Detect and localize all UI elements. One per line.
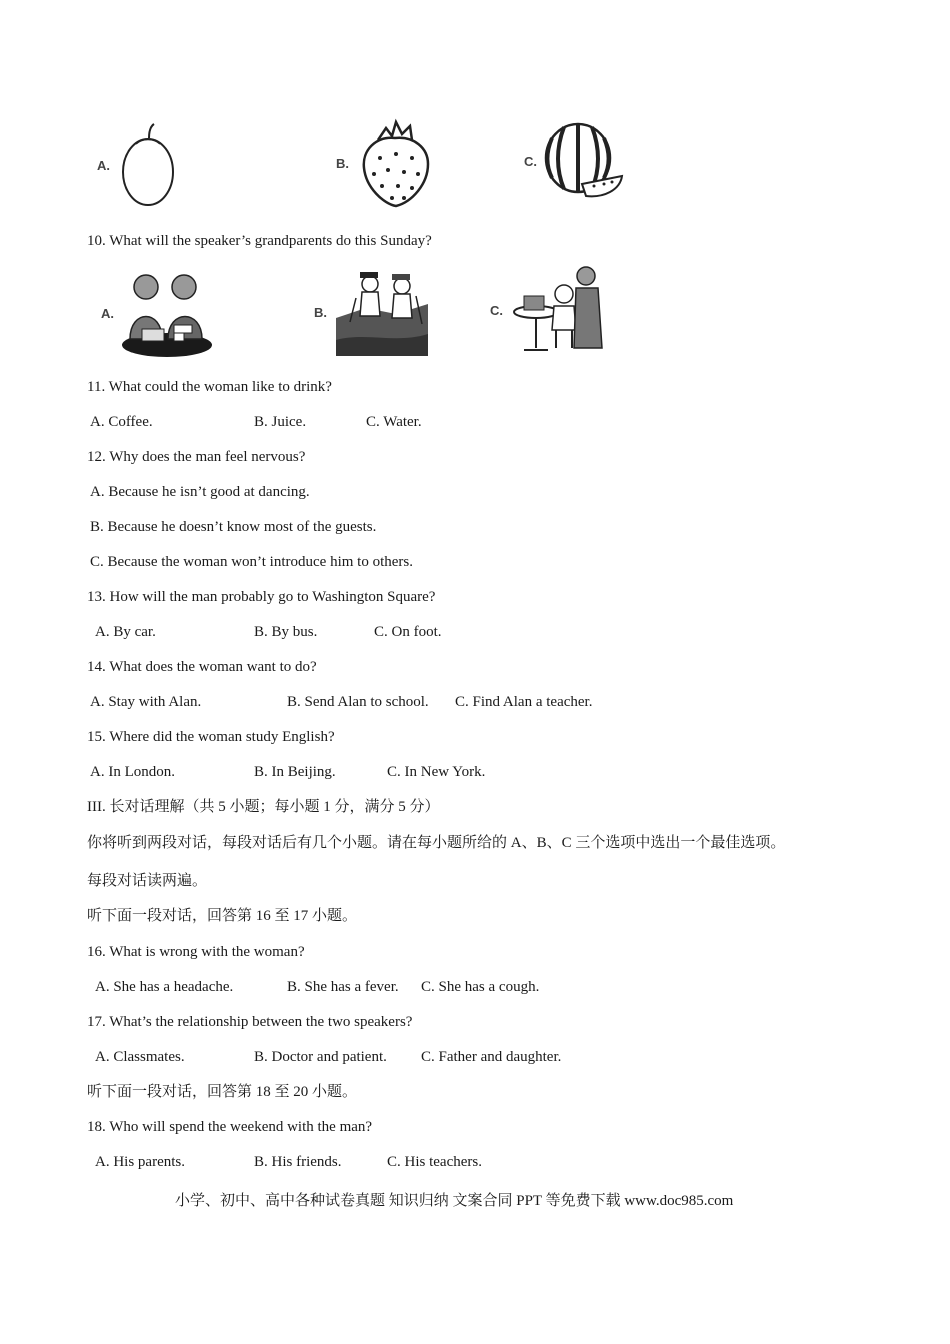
q16-option-c: C. She has a cough.	[421, 979, 540, 995]
q14-option-b: B. Send Alan to school.	[287, 694, 429, 710]
q17-option-c: C. Father and daughter.	[421, 1049, 562, 1065]
question-10: 10. What will the speaker’s grandparents do this Sunday?	[87, 233, 432, 249]
watermelon-picture	[542, 118, 624, 204]
strawberry-picture	[356, 118, 434, 208]
q18-option-b: B. His friends.	[254, 1154, 342, 1170]
grandparents-playing-game-picture	[120, 265, 214, 359]
page-footer: 小学、初中、高中各种试卷真题 知识归纳 文案合同 PPT 等免费下载 www.doc985.com	[175, 1193, 734, 1209]
grandparents-computer-picture	[508, 260, 608, 356]
q12-option-b: B. Because he doesn’t know most of the guests.	[90, 519, 377, 535]
q15-option-a: A. In London.	[90, 764, 175, 780]
q12-option-a: A. Because he isn’t good at dancing.	[90, 484, 310, 500]
q15-option-b: B. In Beijing.	[254, 764, 336, 780]
q17-option-a: A. Classmates.	[95, 1049, 185, 1065]
q13-option-c: C. On foot.	[374, 624, 442, 640]
question-18: 18. Who will spend the weekend with the man?	[87, 1119, 373, 1135]
section-3-instruction-1: 你将听到两段对话，每段对话后有几个小题。请在每小题所给的 A、B、C 三个选项中选出一个最佳选项。	[87, 835, 786, 851]
option-c-label: C.	[490, 303, 503, 318]
dialogue-2-intro: 听下面一段对话，回答第 18 至 20 小题。	[87, 1084, 358, 1100]
question-16: 16. What is wrong with the woman?	[87, 944, 305, 960]
option-c-label: C.	[524, 154, 537, 169]
section-3-heading: III. 长对话理解（共 5 小题；每小题 1 分，满分 5 分）	[87, 799, 440, 815]
q11-option-b: B. Juice.	[254, 414, 307, 430]
q14-option-a: A. Stay with Alan.	[90, 694, 202, 710]
option-a-label: A.	[97, 158, 110, 173]
option-b-label: B.	[336, 156, 349, 171]
q13-option-a: A. By car.	[95, 624, 156, 640]
q18-option-c: C. His teachers.	[387, 1154, 482, 1170]
dialogue-1-intro: 听下面一段对话，回答第 16 至 17 小题。	[87, 908, 358, 924]
q18-option-a: A. His parents.	[95, 1154, 185, 1170]
q11-option-a: A. Coffee.	[90, 414, 153, 430]
question-17: 17. What’s the relationship between the two speakers?	[87, 1014, 413, 1030]
q16-option-b: B. She has a fever.	[287, 979, 399, 995]
option-b-label: B.	[314, 305, 327, 320]
q17-option-b: B. Doctor and patient.	[254, 1049, 387, 1065]
q11-option-c: C. Water.	[366, 414, 422, 430]
section-3-instruction-2: 每段对话读两遍。	[87, 873, 208, 889]
grandparents-hiking-picture	[336, 262, 428, 356]
question-15: 15. Where did the woman study English?	[87, 729, 335, 745]
question-11: 11. What could the woman like to drink?	[87, 379, 332, 395]
q15-option-c: C. In New York.	[387, 764, 486, 780]
q13-option-b: B. By bus.	[254, 624, 318, 640]
question-13: 13. How will the man probably go to Washington Square?	[87, 589, 436, 605]
plum-picture	[116, 122, 180, 208]
question-12: 12. Why does the man feel nervous?	[87, 449, 306, 465]
q14-option-c: C. Find Alan a teacher.	[455, 694, 593, 710]
question-14: 14. What does the woman want to do?	[87, 659, 317, 675]
option-a-label: A.	[101, 306, 114, 321]
q16-option-a: A. She has a headache.	[95, 979, 234, 995]
q12-option-c: C. Because the woman won’t introduce him to others.	[90, 554, 413, 570]
